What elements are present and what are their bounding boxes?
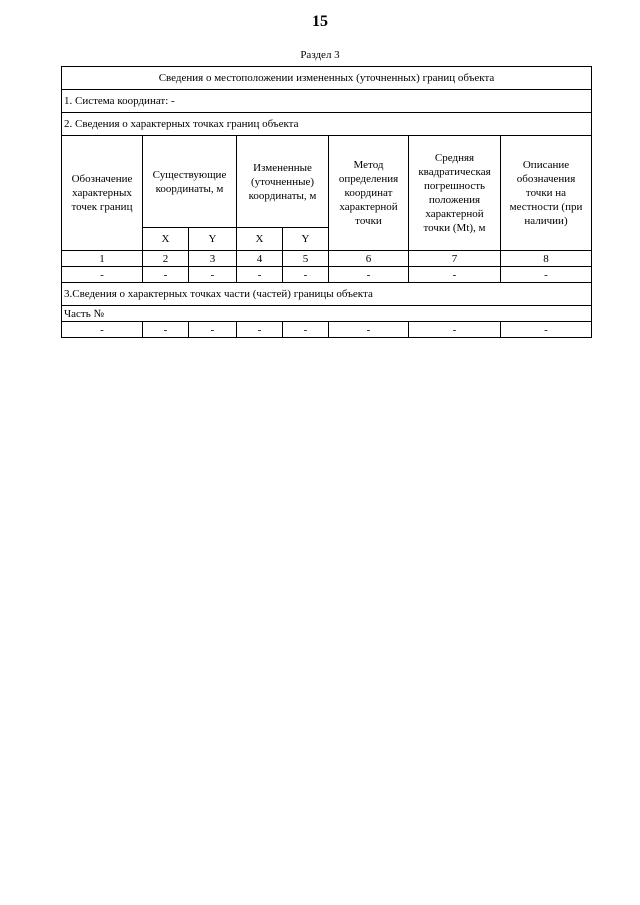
table-row bbox=[62, 267, 592, 283]
page-number: 15 bbox=[312, 13, 328, 30]
table-cell: - bbox=[237, 267, 283, 283]
column-number: 5 bbox=[283, 251, 329, 267]
axis-label: Y bbox=[189, 228, 237, 251]
column-number: 4 bbox=[237, 251, 283, 267]
table-cell: - bbox=[409, 322, 501, 338]
column-number: 6 bbox=[329, 251, 409, 267]
table-cell: - bbox=[189, 322, 237, 338]
table-cell: - bbox=[501, 267, 592, 283]
header-changed-coords: Измененные (уточненные) координаты, м bbox=[237, 136, 329, 228]
table-cell: - bbox=[237, 322, 283, 338]
table-cell: - bbox=[283, 267, 329, 283]
table-title: Сведения о местоположении измененных (уточненных) границ объекта bbox=[62, 67, 592, 90]
points-section-heading: 2. Сведения о характерных точках границ объекта bbox=[62, 113, 592, 136]
table-cell: - bbox=[329, 322, 409, 338]
table-cell: - bbox=[62, 322, 143, 338]
axis-label: Y bbox=[283, 228, 329, 251]
table-cell: - bbox=[409, 267, 501, 283]
column-number: 8 bbox=[501, 251, 592, 267]
table-cell: - bbox=[501, 322, 592, 338]
axis-label: X bbox=[237, 228, 283, 251]
header-existing-coords: Существующие координаты, м bbox=[143, 136, 237, 228]
part-section-heading: 3.Сведения о характерных точках части (частей) границы объекта bbox=[62, 283, 592, 306]
column-number: 1 bbox=[62, 251, 143, 267]
header-designation: Обозначение характерных точек границ bbox=[62, 136, 143, 251]
header-error: Средняя квадратическая погрешность положения характерной точки (Mt), м bbox=[409, 136, 501, 251]
section-label: Раздел 3 bbox=[300, 49, 340, 61]
table-cell: - bbox=[143, 322, 189, 338]
coord-system: 1. Система координат: - bbox=[62, 90, 592, 113]
column-number: 3 bbox=[189, 251, 237, 267]
column-number: 7 bbox=[409, 251, 501, 267]
table-cell: - bbox=[62, 267, 143, 283]
table-cell: - bbox=[329, 267, 409, 283]
part-label: Часть № bbox=[62, 306, 592, 322]
header-description: Описание обозначения точки на местности (при наличии) bbox=[501, 136, 592, 251]
table-cell: - bbox=[143, 267, 189, 283]
header-method: Метод определения координат характерной точки bbox=[329, 136, 409, 251]
table-cell: - bbox=[189, 267, 237, 283]
axis-label: X bbox=[143, 228, 189, 251]
column-numbers-row bbox=[62, 251, 592, 267]
table-cell: - bbox=[283, 322, 329, 338]
table-row bbox=[62, 322, 592, 338]
column-number: 2 bbox=[143, 251, 189, 267]
boundary-table bbox=[61, 66, 592, 338]
